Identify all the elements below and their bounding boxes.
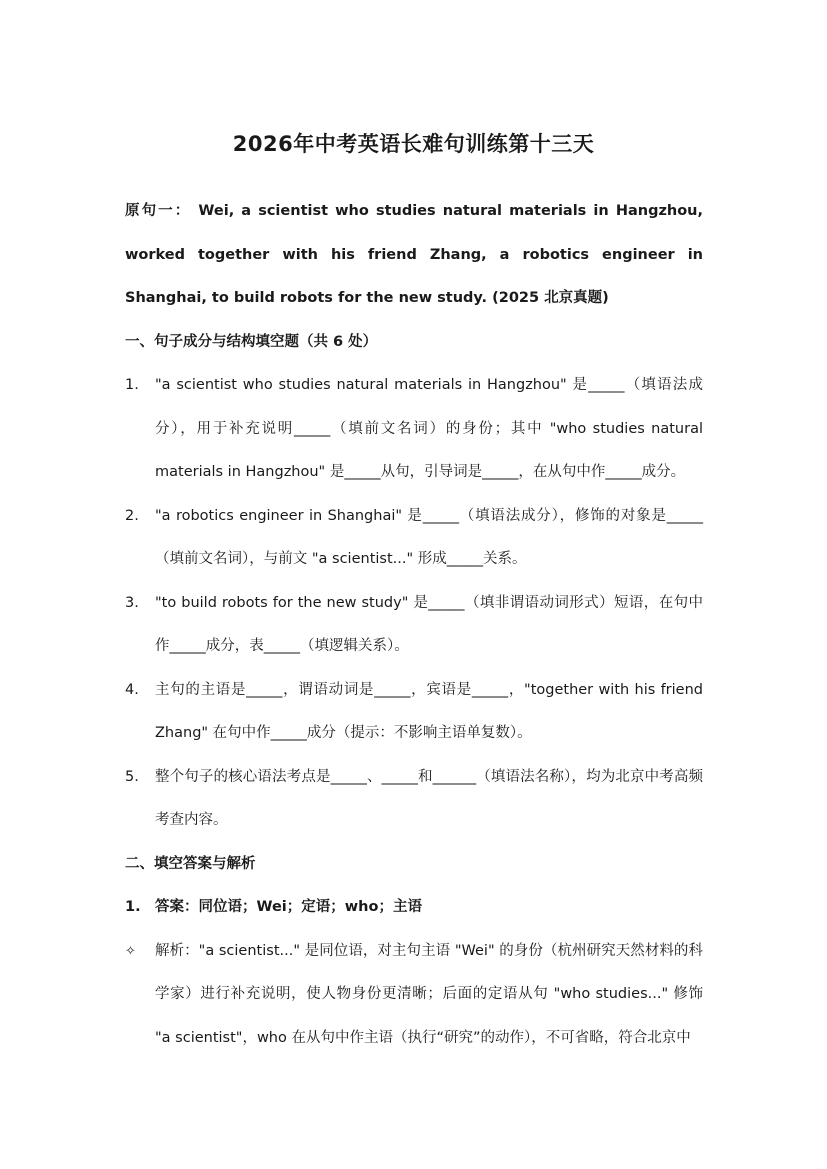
analysis-item	[125, 930, 703, 1061]
original-sentence-text: Wei, a scientist who studies natural materials in Hangzhou, worked together with his friend Zhang, a robotics engineer in Shanghai, to build robots for the new study.	[125, 203, 704, 306]
question-number: 1.	[125, 377, 139, 393]
question-item	[125, 582, 703, 669]
answer-number: 1.	[125, 899, 141, 915]
question-item	[125, 495, 703, 582]
document-title: 2026年中考英语长难句训练第十三天	[232, 132, 595, 156]
diamond-bullet-icon: ✧	[125, 943, 136, 959]
question-text: 主句的主语是_____，谓语动词是_____，宾语是_____，"together with his friend Zhang" 在句中作_____成分（提示：不影响主语单复数）。	[155, 681, 703, 741]
question-number: 2.	[125, 507, 139, 524]
document-body	[125, 190, 703, 1060]
question-text: 整个句子的核心语法考点是_____、_____和______（填语法名称），均为北京中考高频考查内容。	[155, 768, 703, 828]
question-number: 5.	[125, 768, 139, 785]
original-sentence-paragraph	[125, 190, 703, 321]
question-number: 4.	[125, 681, 139, 698]
analysis-text: 解析："a scientist..." 是同位语，对主句主语 "Wei" 的身份（杭州研究天然材料的科学家）进行补充说明，使人物身份更清晰；后面的定语从句 "who studies..." 修饰 "a scientist"，who 在从句中作主语（执行“研究”的动作），不可省略，符合北京中	[155, 942, 703, 1046]
section-heading-answers: 二、填空答案与解析	[125, 855, 256, 872]
question-item	[125, 756, 703, 843]
question-text: "a robotics engineer in Shanghai" 是_____（填语法成分），修饰的对象是_____（填前文名词），与前文 "a scientist..." 形成_____关系。	[155, 507, 703, 567]
question-text: "to build robots for the new study" 是_____（填非谓语动词形式）短语，在句中作_____成分，表_____（填逻辑关系）。	[155, 594, 703, 654]
question-item	[125, 669, 703, 756]
answer-item	[125, 886, 703, 930]
answer-text: 答案：同位语；Wei；定语；who；主语	[155, 899, 422, 915]
original-sentence-source: (2025 北京真题)	[492, 290, 609, 306]
question-text: "a scientist who studies natural materials in Hangzhou" 是_____（填语法成分），用于补充说明_____（填前文名词）的身份；其中 "who studies natural materials in Hangzhou" 是_____从句，引导词是_____，在从句中作_____成分。	[155, 377, 703, 480]
question-number: 3.	[125, 594, 139, 611]
section-heading-structure: 一、句子成分与结构填空题（共 6 处）	[125, 333, 378, 350]
original-sentence-label: 原句一：	[125, 203, 192, 219]
question-item	[125, 364, 703, 495]
